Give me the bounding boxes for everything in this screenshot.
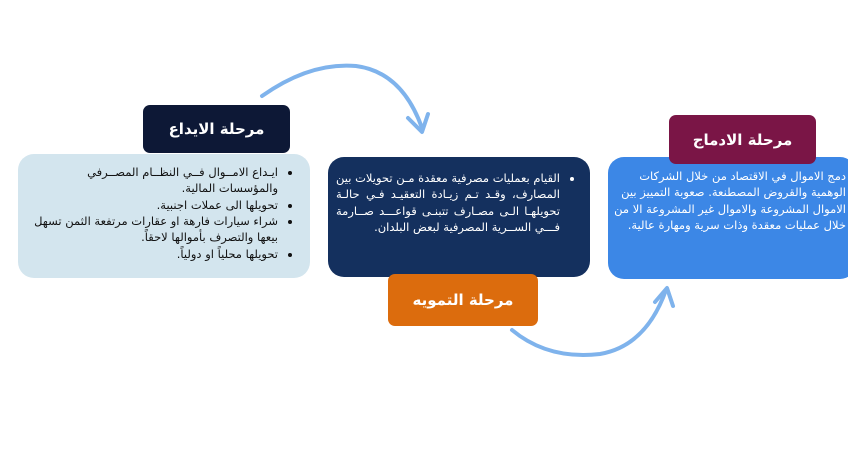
layering-bullet-list bbox=[336, 170, 578, 235]
layering-stage-title: مرحلة التمويه bbox=[388, 274, 538, 326]
layering-description-box bbox=[328, 157, 590, 277]
integration-stage-title: مرحلة الادماج bbox=[669, 115, 816, 164]
placement-bullet: • تحويلها الى عملات اجنبية. bbox=[28, 197, 278, 213]
placement-bullet: • ايـداع الامــوال فــي النظــام المصــرفي والمؤسسات المالية. bbox=[28, 164, 278, 197]
placement-description-box bbox=[18, 154, 310, 278]
integration-description-box bbox=[608, 157, 848, 279]
placement-stage-title: مرحلة الايداع bbox=[143, 105, 290, 153]
layering-bullet: • القيام بعمليات مصرفية معقدة مـن تحويلات بين المصارف، وقـد تـم زيـادة التعقيـد فـي حالـة تحويلهـا الـى مصـارف تتبنـى قواعـــد صــارمة فـــي الســرية المصرفية لبعض البلدان. bbox=[336, 170, 560, 235]
placement-bullet: • تحويلها محلياً او دولياً. bbox=[28, 246, 278, 262]
placement-bullet: • شراء سيارات فارهة او عقارات مرتفعة الثمن تسهل بيعها والتصرف بأموالها لاحقاً. bbox=[28, 213, 278, 246]
placement-bullet-list bbox=[28, 164, 296, 262]
integration-text: دمج الاموال في الاقتصاد من خلال الشركات الوهمية والقروض المصطنعة. صعوبة التمييز بين الاموال المشروعة والاموال غير المشروعة الا من خلال عمليات معقدة وذات سرية ومهارة عالية. bbox=[614, 169, 846, 232]
